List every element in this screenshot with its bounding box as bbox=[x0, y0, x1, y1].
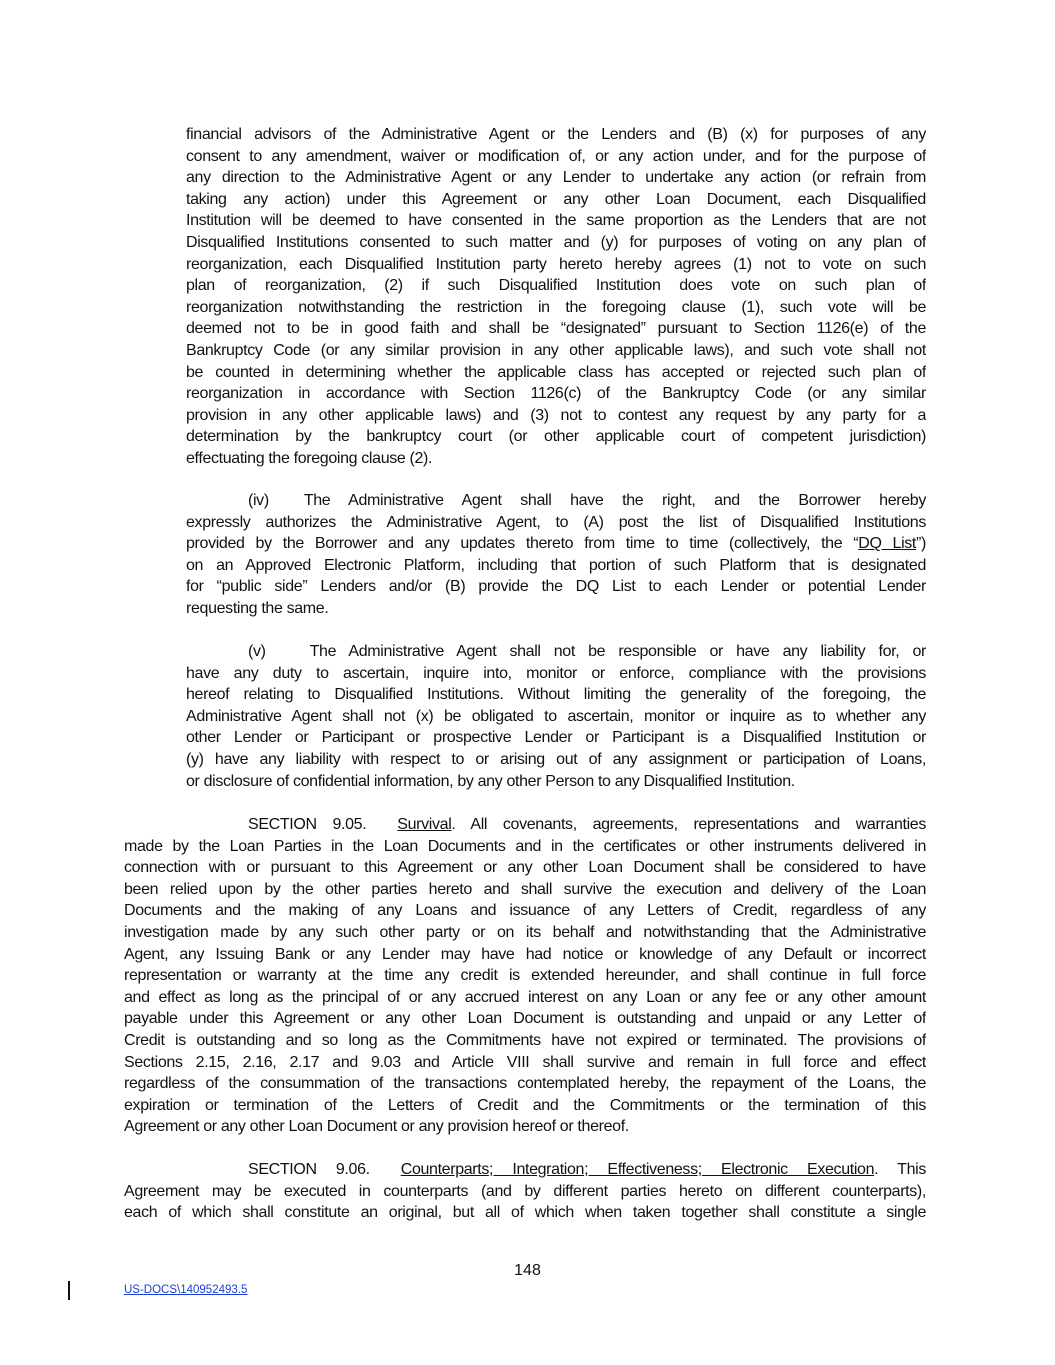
paragraph-line: regardless of the consummation of the transactions contemplated hereby, the repayment of the Loans, the bbox=[124, 1075, 926, 1093]
paragraph-line: requesting the same. bbox=[186, 599, 329, 617]
paragraph-line: other Lender or Participant or prospective Lender or Participant is a Disqualified Institution or bbox=[186, 729, 926, 747]
paragraph-line: hereof relating to Disqualified Institutions. Without limiting the generality of the foregoing, the bbox=[186, 686, 926, 704]
section-label: SECTION 9.05. bbox=[248, 816, 367, 833]
paragraph-line: have any duty to ascertain, inquire into, monitor or enforce, compliance with the provisions bbox=[186, 664, 926, 682]
defined-term-dq-list: DQ List bbox=[858, 535, 917, 553]
paragraph-line: (iv) The Administrative Agent shall have the right, and the Borrower hereby bbox=[248, 492, 926, 509]
paragraph-line: Sections 2.15, 2.16, 2.17 and 9.03 and Article VIII shall survive and remain in full force and effect bbox=[124, 1053, 926, 1071]
paragraph-line: effectuating the foregoing clause (2). bbox=[186, 449, 433, 467]
paragraph-line: financial advisors of the Administrative Agent or the Lenders and (B) (x) for purposes of any bbox=[186, 126, 926, 143]
paragraph-line: Disqualified Institutions consented to such matter and (y) for purposes of voting on any plan of bbox=[186, 233, 926, 251]
paragraph-line: taking any action) under this Agreement or any other Loan Document, each Disqualified bbox=[186, 190, 926, 208]
paragraph-v-body bbox=[186, 663, 926, 793]
paragraph-line: (v) The Administrative Agent shall not be responsible or have any liability for, or bbox=[248, 643, 926, 660]
paragraph-line: Bankruptcy Code (or any similar provision in any other applicable laws), and such vote shall not bbox=[186, 341, 926, 359]
section-heading-line: SECTION 9.05. Survival. All covenants, agreements, representations and warranties bbox=[248, 816, 926, 833]
paragraph-line: been relied upon by the other parties hereto and shall survive the execution and delivery of the Loan bbox=[124, 880, 926, 898]
paragraph-line: connection with or pursuant to this Agreement or any other Loan Document shall be considered to have bbox=[124, 859, 926, 877]
paragraph-line: Administrative Agent shall not (x) be obligated to ascertain, monitor or inquire as to whether any bbox=[186, 707, 926, 725]
paragraph-line: expiration or termination of the Letters of Credit and the Commitments or the termination of this bbox=[124, 1096, 926, 1114]
change-bar bbox=[68, 1281, 70, 1300]
paragraph-line: reorganization in accordance with Section 1126(c) of the Bankruptcy Code (or any similar bbox=[186, 385, 926, 403]
paragraph-line: representation or warranty at the time any credit is extended hereunder, and shall continue in full force bbox=[124, 967, 926, 985]
paragraph-line: Credit is outstanding and so long as the Commitments have not expired or terminated. The provisions of bbox=[124, 1031, 926, 1049]
section-9-06 bbox=[124, 1159, 926, 1224]
paragraph-iv bbox=[186, 490, 926, 620]
paragraph-continuation bbox=[186, 124, 926, 470]
paragraph-line: each of which shall constitute an original, but all of which when taken together shall constitute a single bbox=[124, 1204, 926, 1222]
paragraph-line: provided by the Borrower and any updates thereto from time to time (collectively, the “DQ List”) bbox=[186, 535, 926, 553]
paragraph-line: determination by the bankruptcy court (or other applicable court of competent jurisdiction) bbox=[186, 428, 926, 446]
paragraph-line: or disclosure of confidential information, by any other Person to any Disqualified Institution. bbox=[186, 772, 795, 790]
paragraph-line: any direction to the Administrative Agent or any Lender to undertake any action (or refrain from bbox=[186, 169, 926, 187]
section-9-06-body bbox=[124, 1181, 926, 1224]
paragraph-line: Agreement or any other Loan Document or any provision hereof or thereof. bbox=[124, 1118, 629, 1136]
paragraph-line: for “public side” Lenders and/or (B) provide the DQ List to each Lender or potential Lender bbox=[186, 578, 926, 596]
paragraph-line: plan of reorganization, (2) if such Disqualified Institution does vote on such plan of bbox=[186, 277, 926, 295]
document-id-link[interactable]: US-DOCS\140952493.5 bbox=[124, 1284, 248, 1296]
paragraph-line: investigation made by any such other party or on its behalf and notwithstanding that the Administrative bbox=[124, 923, 926, 941]
paragraph-v bbox=[186, 641, 926, 792]
clause-number: (iv) bbox=[248, 492, 269, 509]
paragraph-line: Institution will be deemed to have consented in the same proportion as the Lenders that are not bbox=[186, 212, 926, 230]
section-heading-line: SECTION 9.06. Counterparts; Integration; Effectiveness; Electronic Execution. This bbox=[248, 1161, 926, 1178]
paragraph-line: Agent, any Issuing Bank or any Lender may have had notice or knowledge of any Default or incorrect bbox=[124, 945, 926, 963]
paragraph-line: Agreement may be executed in counterparts (and by different parties hereto on different counterparts), bbox=[124, 1182, 926, 1200]
page-number: 148 bbox=[514, 1262, 541, 1279]
paragraph-line: deemed not to be in good faith and shall be “designated” pursuant to Section 1126(e) of the bbox=[186, 320, 926, 338]
paragraph-line: be counted in determining whether the applicable class has accepted or rejected such plan of bbox=[186, 363, 926, 381]
paragraph-line: (y) have any liability with respect to or arising out of any assignment or participation of Loans, bbox=[186, 750, 926, 768]
paragraph-line: Documents and the making of any Loans and issuance of any Letters of Credit, regardless of any bbox=[124, 902, 926, 920]
paragraph-line: on an Approved Electronic Platform, including that portion of such Platform that is designated bbox=[186, 556, 926, 574]
paragraph-line: reorganization, each Disqualified Institution party hereto hereby agrees (1) not to vote on such bbox=[186, 255, 926, 273]
clause-number: (v) bbox=[248, 643, 266, 660]
section-label: SECTION 9.06. bbox=[248, 1161, 370, 1178]
paragraph-line: payable under this Agreement or any other Loan Document is outstanding and unpaid or any Letter of bbox=[124, 1010, 926, 1028]
paragraph-line: reorganization notwithstanding the restriction in the foregoing clause (1), such vote will be bbox=[186, 298, 926, 316]
section-9-05-body bbox=[124, 836, 926, 1138]
section-heading-survival: Survival bbox=[397, 816, 452, 833]
paragraph-line: consent to any amendment, waiver or modification of, or any action under, and for the purpose of bbox=[186, 147, 926, 165]
paragraph-line: expressly authorizes the Administrative Agent, to (A) post the list of Disqualified Institutions bbox=[186, 513, 926, 531]
section-heading-counterparts: Counterparts; Integration; Effectiveness; Electronic Execution bbox=[400, 1161, 875, 1178]
paragraph-line: and effect as long as the principal of or any accrued interest on any Loan or any fee or any other amount bbox=[124, 988, 926, 1006]
paragraph-line: provision in any other applicable laws) and (3) not to contest any request by any party for a bbox=[186, 406, 926, 424]
paragraph-line: made by the Loan Parties in the Loan Documents and in the certificates or other instruments delivered in bbox=[124, 837, 926, 855]
section-9-05 bbox=[124, 814, 926, 1138]
